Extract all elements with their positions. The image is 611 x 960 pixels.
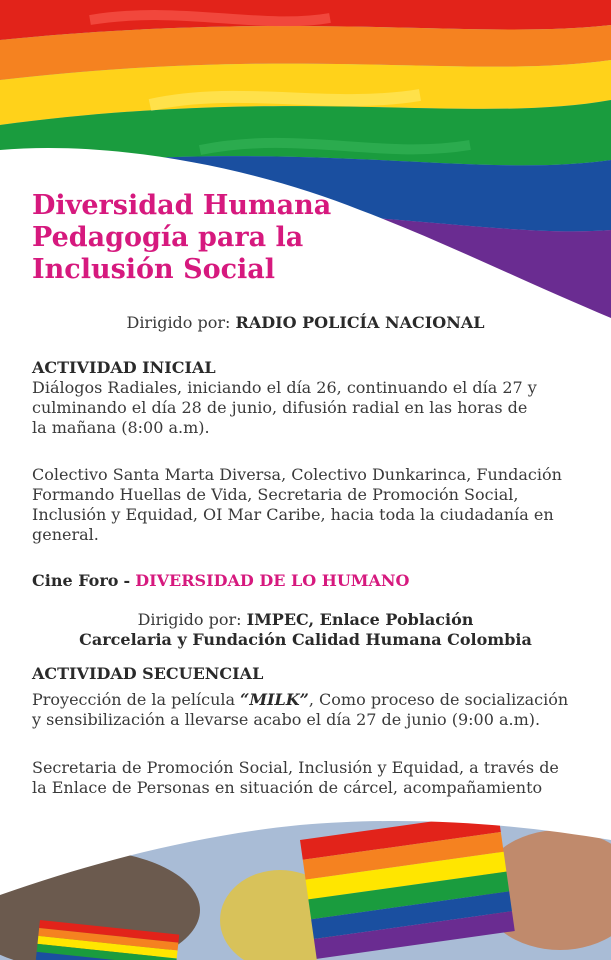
rainbow-flag-banner-bottom bbox=[0, 800, 611, 960]
title-line-1: Diversidad Humana bbox=[32, 190, 332, 221]
colectivos-line: Formando Huellas de Vida, Secretaria de Promoción Social, bbox=[32, 485, 519, 504]
proyeccion-text: Proyección de la película bbox=[32, 690, 241, 709]
proyeccion-text-post: , Como proceso de socialización bbox=[308, 690, 569, 709]
colectivos-line: Inclusión y Equidad, OI Mar Caribe, hacia toda la ciudadanía en bbox=[32, 505, 554, 524]
secretaria-line: Secretaria de Promoción Social, Inclusión y Equidad, a través de bbox=[32, 758, 559, 777]
cine-foro-separator: - bbox=[123, 571, 131, 590]
colectivos-paragraph bbox=[32, 465, 592, 545]
actividad-inicial-line: Diálogos Radiales, iniciando el día 26, continuando el día 27 y bbox=[32, 378, 537, 397]
actividad-secuencial-line bbox=[32, 690, 592, 710]
directed-by-radio bbox=[0, 313, 611, 333]
secretaria-line: la Enlace de Personas en situación de cárcel, acompañamiento bbox=[32, 778, 543, 797]
poster-title bbox=[32, 190, 392, 286]
colectivos-line: general. bbox=[32, 525, 99, 544]
title-line-2: Pedagogía para la bbox=[32, 222, 304, 253]
directed-by-org-line-1: IMPEC, Enlace Población bbox=[246, 610, 474, 629]
actividad-inicial-heading: ACTIVIDAD INICIAL bbox=[32, 358, 216, 377]
film-title: “MILK” bbox=[240, 690, 309, 709]
colectivos-line: Colectivo Santa Marta Diversa, Colectivo Dunkarinca, Fundación bbox=[32, 465, 562, 484]
directed-by-org-line-2: Carcelaria y Fundación Calidad Humana Colombia bbox=[79, 630, 532, 649]
rainbow-flag-banner-top bbox=[0, 0, 611, 340]
cine-foro-label: Cine Foro bbox=[32, 571, 119, 590]
actividad-secuencial-heading: ACTIVIDAD SECUENCIAL bbox=[32, 664, 264, 683]
parade-flags-illustration bbox=[0, 800, 611, 960]
actividad-secuencial-section bbox=[32, 664, 592, 730]
directed-by-org: RADIO POLICÍA NACIONAL bbox=[235, 313, 485, 332]
actividad-inicial-line: culminando el día 28 de junio, difusión radial en las horas de bbox=[32, 398, 528, 417]
title-line-3: Inclusión Social bbox=[32, 254, 276, 285]
directed-by-impec bbox=[0, 610, 611, 650]
cine-foro-line bbox=[32, 571, 592, 591]
cine-foro-theme: DIVERSIDAD DE LO HUMANO bbox=[135, 571, 410, 590]
directed-by-prefix: Dirigido por: bbox=[126, 313, 231, 332]
actividad-inicial-section bbox=[32, 358, 592, 438]
actividad-secuencial-line: y sensibilización a llevarse acabo el día 27 de junio (9:00 a.m). bbox=[32, 710, 541, 729]
directed-by-prefix: Dirigido por: bbox=[137, 610, 242, 629]
rainbow-flag-illustration bbox=[0, 0, 611, 340]
actividad-inicial-line: la mañana (8:00 a.m). bbox=[32, 418, 210, 437]
